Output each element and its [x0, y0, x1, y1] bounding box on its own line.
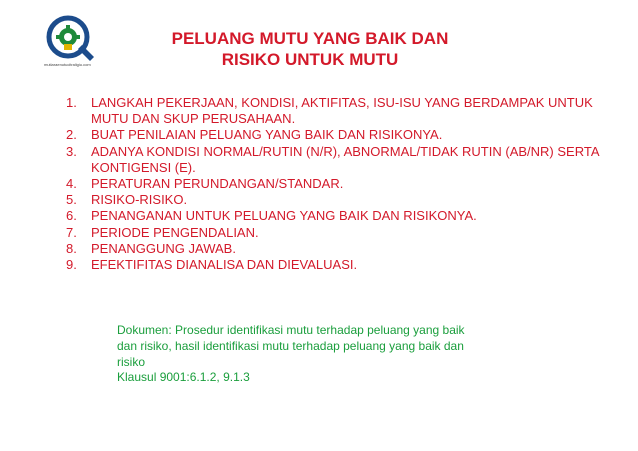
list-item: [66, 225, 606, 241]
list-item-number: 4.: [66, 176, 77, 192]
list-item-number: 9.: [66, 257, 77, 273]
list-item-number: 7.: [66, 224, 77, 240]
title-line-2: RISIKO UNTUK MUTU: [221, 50, 399, 69]
list-item-text: EFEKTIFITAS DIANALISA DAN DIEVALUASI.: [91, 257, 358, 273]
list-item-number: 6.: [66, 208, 77, 224]
note-line-3: risiko: [117, 354, 146, 369]
list-item: [66, 176, 606, 192]
logo-caption: mutiaraenutucitraligiu.com: [44, 62, 91, 67]
gear-q-logo-icon: [44, 15, 96, 63]
title-line-1: PELUANG MUTU YANG BAIK DAN: [171, 29, 449, 48]
note-line-2: dan risiko, hasil identifikasi mutu terhadap peluang yang baik dan: [117, 338, 464, 353]
document-note: [117, 323, 537, 386]
list-item-text: ADANYA KONDISI NORMAL/RUTIN (N/R), ABNORMAL/TIDAK RUTIN (AB/NR) SERTA KONTIGENSI (E).: [91, 143, 599, 175]
list-item: [66, 241, 606, 257]
list-item-text: PERATURAN PERUNDANGAN/STANDAR.: [91, 176, 344, 192]
list-item-text: PERIODE PENGENDALIAN.: [91, 224, 259, 240]
requirements-list: [66, 95, 606, 273]
list-item-number: 8.: [66, 240, 77, 256]
list-item: [66, 192, 606, 208]
list-item: [66, 257, 606, 273]
list-item-number: 2.: [66, 127, 77, 143]
list-item: [66, 95, 606, 127]
page-title: [150, 28, 470, 70]
list-item: [66, 127, 606, 143]
list-item-text: RISIKO-RISIKO.: [91, 192, 188, 208]
list-item: [66, 144, 606, 176]
note-line-1: Dokumen: Prosedur identifikasi mutu terhadap peluang yang baik: [117, 323, 465, 337]
list-item: [66, 208, 606, 224]
list-item-text: PENANGANAN UNTUK PELUANG YANG BAIK DAN RISIKONYA.: [91, 208, 477, 224]
list-item-number: 3.: [66, 143, 77, 159]
list-item-text: PENANGGUNG JAWAB.: [91, 240, 236, 256]
note-clause: Klausul 9001:6.1.2, 9.1.3: [117, 370, 250, 385]
list-item-text: LANGKAH PEKERJAAN, KONDISI, AKTIFITAS, ISU-ISU YANG BERDAMPAK UNTUK MUTU DAN SKUP PERUSAHAAN.: [91, 95, 593, 127]
list-item-number: 1.: [66, 95, 77, 110]
list-item-text: BUAT PENILAIAN PELUANG YANG BAIK DAN RISIKONYA.: [91, 127, 443, 143]
list-item-number: 5.: [66, 192, 77, 208]
